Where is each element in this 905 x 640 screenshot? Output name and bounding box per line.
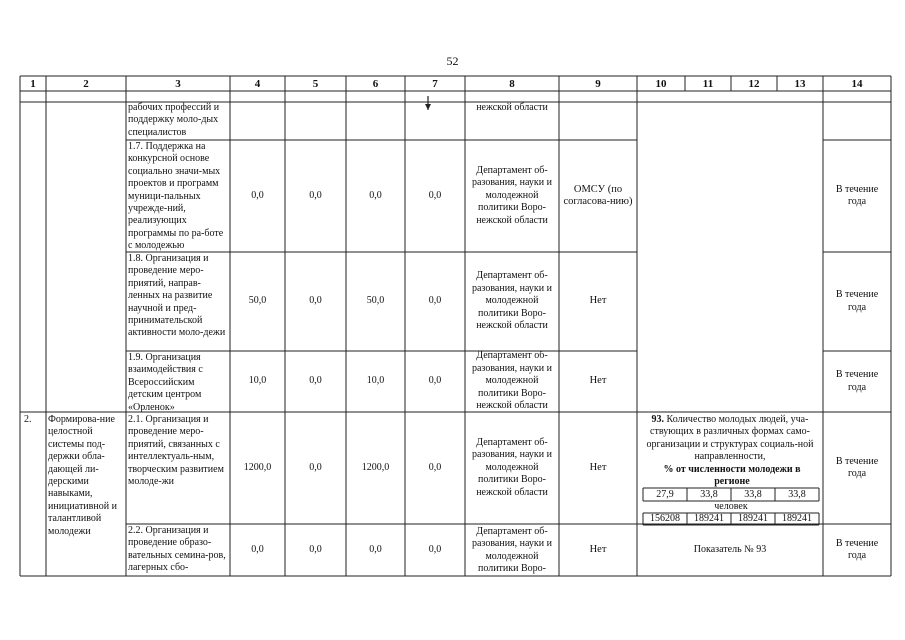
row-1-8-col6: 50,0 <box>366 295 385 307</box>
row-2-2-indicator-ref: Показатель № 93 <box>693 543 767 555</box>
pct-value-1: 27,9 <box>656 489 674 500</box>
pct-value-2: 33,8 <box>700 489 718 500</box>
col-header-14: 14 <box>851 78 863 90</box>
col-header-11: 11 <box>702 78 714 90</box>
row-2-2-deadline: В течение года <box>835 537 879 561</box>
row-2-1-col4: 1200,0 <box>243 461 272 473</box>
row-1-9-col7: 0,0 <box>428 375 442 387</box>
row-2-2-col4: 0,0 <box>251 543 264 555</box>
row-1-8-col7: 0,0 <box>428 295 442 307</box>
col-header-13: 13 <box>794 78 806 90</box>
count-value-4: 189241 <box>782 513 812 524</box>
row-1-7-col7: 0,0 <box>428 189 442 201</box>
row-1-9-col5: 0,0 <box>309 375 322 387</box>
row-1-9-event: 1.9. Организация взаимодействия с Всероссийским детским центром «Орленок» <box>128 352 203 412</box>
col-header-8: 8 <box>509 78 515 90</box>
col-header-6: 6 <box>372 78 379 90</box>
row-2-2-col6: 0,0 <box>369 543 382 555</box>
row-1-7-deadline: В течение года <box>835 183 879 207</box>
row-1-8-col5: 0,0 <box>309 295 322 307</box>
row-1-7-col6: 0,0 <box>369 189 382 201</box>
pct-value-3: 33,8 <box>744 489 762 500</box>
indicator-number: 93. <box>651 414 665 425</box>
col-header-10: 10 <box>655 78 667 90</box>
row-1-8-executor: Департамент об-разования, науки и молодежной политики Воро-нежской области <box>471 270 552 332</box>
col-header-4: 4 <box>254 78 261 90</box>
col-header-1: 1 <box>30 78 36 90</box>
count-value-1: 156208 <box>650 513 680 524</box>
row-1-7-executor: Департамент об-разования, науки и молодежной политики Воро-нежской области <box>471 164 552 226</box>
col-header-5: 5 <box>312 78 319 90</box>
indicator-description <box>639 414 821 464</box>
row-2-1-event: 2.1. Организация и проведение меро-приятий, связанных с интеллектуаль-ным, творческим развитием молоде-жи <box>128 414 224 488</box>
row-1-7-coexecutor: ОМСУ (по согласова-нию) <box>563 183 633 207</box>
row-1-8-event: 1.8. Организация и проведение меро-приятий, направ-ленных на развитие научной и пред-принимательской активности моло-дежи <box>128 253 226 339</box>
row-2-2-event: 2.2. Организация и проведение образо-вательных семина-ров, лагерных сбо- <box>128 525 226 574</box>
row0-event-text: рабочих профессий и поддержку моло-дых специалистов <box>128 102 220 138</box>
row0-executor-text: нежской области <box>476 102 548 113</box>
indicator-text: Количество молодых людей, уча-ствующих в различных формах само-организации и структурах социаль-ной направленности, <box>646 414 814 463</box>
page-number: 52 <box>446 54 459 68</box>
row-2-1-col5: 0,0 <box>309 461 322 473</box>
col-header-2: 2 <box>83 78 89 90</box>
row-2-2-coexecutor: Нет <box>589 543 607 555</box>
row-1-9-col6: 10,0 <box>366 375 385 387</box>
row-1-8-deadline: В течение года <box>835 289 879 313</box>
row-2-2-col5: 0,0 <box>309 543 322 555</box>
row-2-task: Формирова-ние целостной системы под-держки обла-дающей ли-дерскими навыками, инициативной и талантливой молодежи <box>48 414 117 537</box>
row-1-7-col5: 0,0 <box>309 189 322 201</box>
row-2-2-col7: 0,0 <box>428 543 442 555</box>
col-header-3: 3 <box>175 78 181 90</box>
row-2-1-executor: Департамент об-разования, науки и молодежной политики Воро-нежской области <box>471 436 552 498</box>
count-value-2: 189241 <box>694 513 724 524</box>
col-header-9: 9 <box>595 78 601 90</box>
col-header-12: 12 <box>748 78 760 90</box>
row-1-8-coexecutor: Нет <box>589 295 607 307</box>
pct-value-4: 33,8 <box>788 489 806 500</box>
row-1-9-col4: 10,0 <box>248 375 267 387</box>
indicator-unit: % от численности молодежи в регионе <box>663 464 801 488</box>
count-unit: человек <box>714 501 748 512</box>
row-2-1-col6: 1200,0 <box>361 461 390 473</box>
count-value-3: 189241 <box>738 513 768 524</box>
row-1-7-event: 1.7. Поддержка на конкурсной основе социально значи-мых проектов и программ муници-пальных учрежде-ний, реализующих программы по ра-боте с молодежью <box>128 141 224 252</box>
row-1-9-deadline: В течение года <box>835 369 879 393</box>
row-2-1-deadline: В течение года <box>835 455 879 479</box>
row-2-1-col7: 0,0 <box>428 461 442 473</box>
row-2-2-executor: Департамент об-разования, науки и молодежной политики Воро- <box>471 526 552 575</box>
row-2-number: 2. <box>24 414 32 425</box>
row-1-9-coexecutor: Нет <box>589 375 607 387</box>
row-2-1-coexecutor: Нет <box>589 461 607 473</box>
row-1-8-col4: 50,0 <box>248 295 267 307</box>
row-1-7-col4: 0,0 <box>251 189 264 201</box>
col-header-7: 7 <box>432 78 438 90</box>
row-1-9-executor: Департамент об-разования, науки и молодежной политики Воро-нежской области <box>471 351 552 412</box>
